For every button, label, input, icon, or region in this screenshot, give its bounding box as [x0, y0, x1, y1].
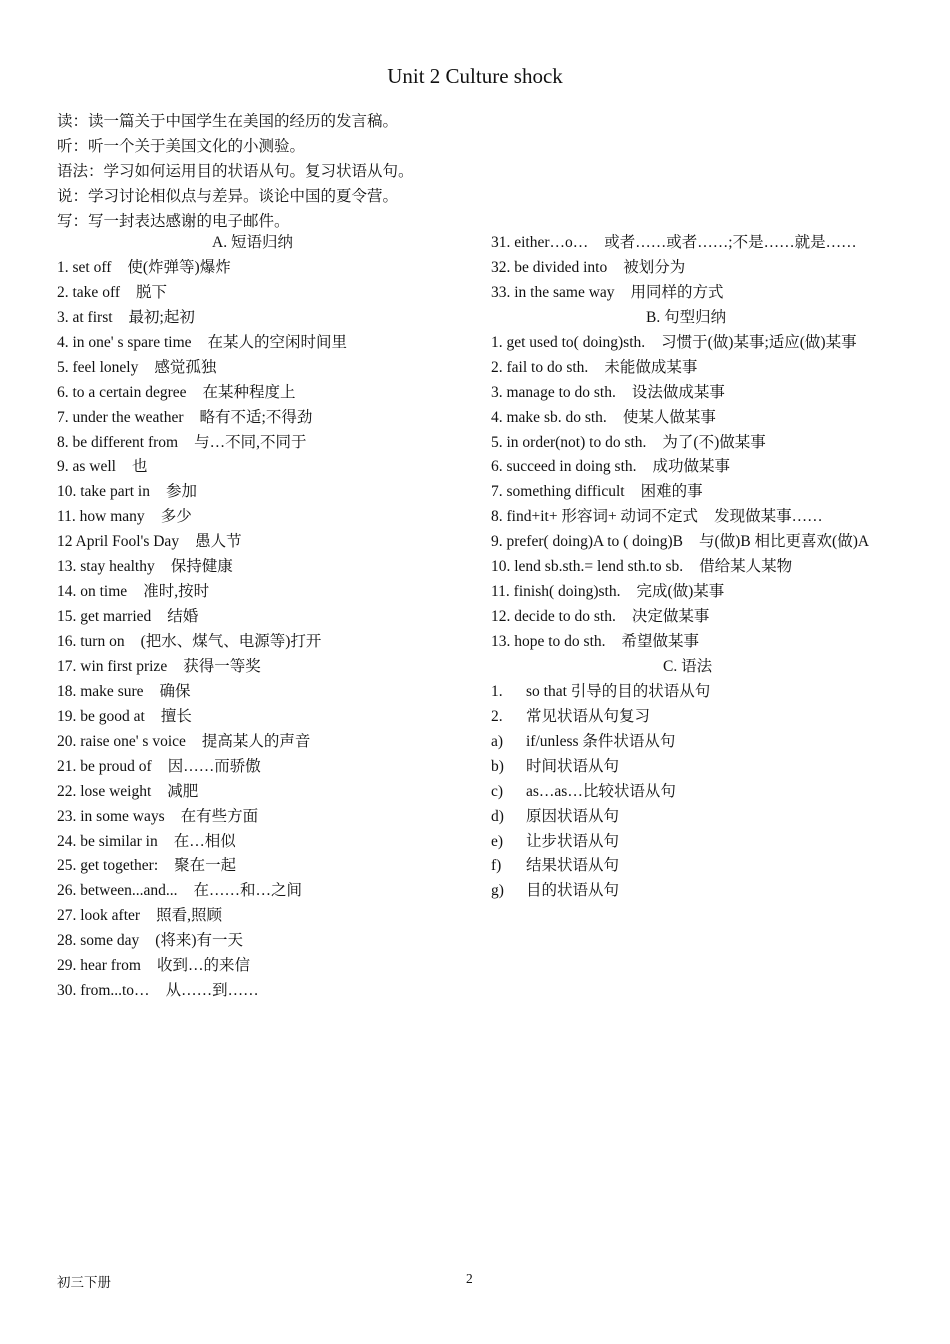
pattern-row: [491, 356, 911, 381]
phrase-english: 20. raise one' s voice: [57, 732, 186, 750]
phrase-row: [57, 755, 477, 780]
intro-line: 听：听一个关于美国文化的小测验。: [57, 138, 306, 155]
phrase-row: [57, 780, 477, 805]
grammar-row: [491, 755, 911, 780]
phrase-row: [57, 854, 477, 879]
grammar-marker: 2.: [491, 707, 503, 725]
phrase-row: [57, 331, 477, 356]
phrase-chinese: 用同样的方式: [630, 283, 724, 301]
phrase-chinese: 愚人节: [195, 533, 242, 551]
phrase-english: 4. in one' s spare time: [57, 333, 192, 351]
phrase-chinese: 与…不同,不同于: [194, 433, 307, 451]
phrase-english: 31. either…o…: [491, 234, 589, 251]
pattern-chinese: 使某人做某事: [622, 408, 716, 426]
pattern-chinese: 设法做成某事: [631, 383, 725, 401]
phrase-row: [57, 431, 477, 456]
grammar-row: [491, 780, 911, 805]
phrase-english: 33. in the same way: [491, 283, 615, 301]
phrase-chinese: 在有些方面: [180, 807, 259, 825]
phrase-english: 23. in some ways: [57, 807, 165, 825]
grammar-text: 原因状语从句: [526, 807, 620, 825]
phrase-row: [57, 281, 477, 306]
phrase-english: 22. lose weight: [57, 782, 152, 800]
phrase-english: 19. be good at: [57, 707, 145, 725]
footer-book-label: 初三下册: [57, 1275, 111, 1290]
intro-line: 读：读一篇关于中国学生在美国的经历的发言稿。: [57, 113, 399, 130]
phrase-chinese: 确保: [159, 682, 191, 700]
pattern-row: [491, 605, 911, 630]
phrase-english: 9. as well: [57, 458, 116, 476]
phrase-row: [57, 954, 477, 979]
phrase-chinese: 也: [131, 458, 148, 476]
phrase-row: [57, 879, 477, 904]
pattern-english: 8. find+it+ 形容词+ 动词不定式: [491, 508, 699, 526]
pattern-chinese: 希望做某事: [621, 633, 700, 650]
section-c-heading: C. 语法: [663, 657, 713, 675]
phrase-chinese: 减肥: [167, 782, 199, 800]
phrase-english: 16. turn on: [57, 633, 125, 650]
pattern-english: 2. fail to do sth.: [491, 358, 589, 376]
phrase-english: 30. from...to…: [57, 982, 150, 1000]
phrase-english: 32. be divided into: [491, 258, 608, 276]
pattern-chinese: 为了(不)做某事: [662, 433, 766, 451]
phrase-english: 6. to a certain degree: [57, 383, 187, 401]
grammar-marker: b): [491, 757, 504, 775]
pattern-english: 3. manage to do sth.: [491, 383, 616, 401]
phrase-english: 24. be similar in: [57, 832, 158, 850]
phrase-row: [57, 480, 477, 505]
phrase-english: 11. how many: [57, 508, 145, 526]
pattern-row: [491, 331, 911, 356]
phrase-chinese: 或者……或者……;不是……就是……: [604, 234, 857, 251]
grammar-row: [491, 730, 911, 755]
phrase-english: 26. between...and...: [57, 882, 178, 900]
phrase-english: 28. some day: [57, 932, 140, 950]
phrase-english: 29. hear from: [57, 957, 141, 975]
pattern-chinese: 习惯于(做)某事;适应(做)某事: [661, 333, 857, 351]
pattern-english: 9. prefer( doing)A to ( doing)B: [491, 533, 683, 551]
phrase-row: [57, 505, 477, 530]
phrase-chinese: 被划分为: [623, 258, 686, 276]
page-title: Unit 2 Culture shock: [387, 64, 563, 88]
grammar-row: [491, 830, 911, 855]
phrase-chinese: 从……到……: [165, 982, 259, 1000]
phrase-row: [491, 281, 911, 306]
right-column: [491, 231, 911, 904]
phrase-row: [57, 306, 477, 331]
phrase-row: [57, 406, 477, 431]
pattern-chinese: 决定做某事: [631, 608, 710, 626]
phrase-chinese: 擅长: [160, 707, 192, 725]
phrase-row: [57, 730, 477, 755]
phrase-chinese: 收到…的来信: [156, 957, 250, 975]
phrase-row: [57, 356, 477, 381]
pattern-row: [491, 455, 911, 480]
pattern-row: [491, 480, 911, 505]
pattern-english: 7. something difficult: [491, 483, 625, 501]
phrase-chinese: 因……而骄傲: [167, 757, 261, 775]
intro-line: 写：写一封表达感谢的电子邮件。: [57, 213, 290, 230]
phrase-english: 13. stay healthy: [57, 558, 155, 576]
page-number: 2: [466, 1271, 473, 1286]
phrase-chinese: 保持健康: [170, 558, 233, 576]
pattern-row: [491, 580, 911, 605]
phrase-row: [57, 655, 477, 680]
phrase-english: 1. set off: [57, 258, 112, 276]
grammar-marker: c): [491, 782, 504, 800]
pattern-english: 6. succeed in doing sth.: [491, 458, 637, 476]
phrase-chinese: (将来)有一天: [155, 932, 244, 950]
pattern-row: [491, 505, 911, 530]
phrase-chinese: 使(炸弹等)爆炸: [127, 258, 231, 276]
phrase-english: 18. make sure: [57, 682, 144, 700]
grammar-marker: 1.: [491, 682, 503, 700]
phrase-row: [57, 555, 477, 580]
phrase-chinese: 提高某人的声音: [201, 732, 311, 750]
phrase-chinese: 获得一等奖: [183, 657, 261, 675]
grammar-marker: a): [491, 732, 504, 750]
phrase-row: [57, 680, 477, 705]
phrase-english: 3. at first: [57, 308, 113, 326]
phrase-row: [57, 929, 477, 954]
phrase-row: [57, 630, 477, 655]
section-a-heading: A. 短语归纳: [212, 234, 293, 251]
pattern-english: 13. hope to do sth.: [491, 633, 606, 650]
pattern-chinese: 借给某人某物: [699, 558, 793, 576]
pattern-english: 11. finish( doing)sth.: [491, 583, 621, 601]
grammar-text: 结果状语从句: [526, 857, 620, 875]
pattern-english: 4. make sb. do sth.: [491, 408, 607, 426]
pattern-row: [491, 406, 911, 431]
intro-line: 说：学习讨论相似点与差异。谈论中国的夏令营。: [57, 188, 399, 205]
phrase-chinese: 感觉孤独: [154, 358, 217, 376]
phrase-english: 27. look after: [57, 907, 141, 925]
grammar-row: [491, 705, 911, 730]
phrase-row: [57, 605, 477, 630]
phrase-chinese: 在…相似: [173, 832, 236, 850]
phrase-chinese: 结婚: [167, 608, 199, 626]
pattern-chinese: 完成(做)某事: [636, 583, 725, 601]
phrase-chinese: 照看,照顾: [156, 907, 222, 925]
pattern-english: 5. in order(not) to do sth.: [491, 433, 647, 451]
grammar-marker: d): [491, 807, 504, 825]
grammar-text: 让步状语从句: [526, 832, 620, 850]
phrase-english: 14. on time: [57, 583, 128, 601]
phrase-chinese: 聚在一起: [174, 857, 237, 875]
phrase-row: [491, 256, 911, 281]
grammar-row: [491, 854, 911, 879]
pattern-row: [491, 630, 911, 655]
phrase-english: 12 April Fool's Day: [57, 533, 180, 551]
phrase-row: [57, 979, 477, 1004]
pattern-row: [491, 530, 911, 555]
grammar-marker: f): [491, 857, 502, 875]
phrase-english: 15. get married: [57, 608, 152, 626]
grammar-marker: g): [491, 882, 504, 900]
pattern-row: [491, 381, 911, 406]
grammar-row: [491, 805, 911, 830]
phrase-chinese: 略有不适;不得劲: [199, 408, 313, 426]
phrase-chinese: (把水、煤气、电源等)打开: [140, 633, 322, 650]
phrase-row: [57, 530, 477, 555]
pattern-english: 1. get used to( doing)sth.: [491, 333, 646, 351]
pattern-chinese: 发现做某事……: [714, 508, 823, 526]
phrase-row: [491, 231, 911, 256]
phrase-chinese: 准时,按时: [143, 583, 210, 601]
grammar-marker: e): [491, 832, 504, 850]
grammar-row: [491, 879, 911, 904]
phrase-chinese: 在某种程度上: [202, 383, 296, 401]
pattern-chinese: 与(做)B 相比更喜欢(做)A: [699, 533, 870, 551]
intro-line: 语法：学习如何运用目的状语从句。复习状语从句。: [57, 163, 414, 180]
phrase-row: [57, 830, 477, 855]
phrase-row: [57, 805, 477, 830]
phrase-english: 21. be proud of: [57, 757, 152, 775]
grammar-text: 常见状语从句复习: [526, 707, 651, 725]
phrase-chinese: 在某人的空闲时间里: [207, 333, 348, 351]
phrase-row: [57, 381, 477, 406]
grammar-text: so that 引导的目的状语从句: [526, 682, 711, 700]
phrase-chinese: 多少: [160, 508, 192, 526]
phrase-row: [57, 580, 477, 605]
pattern-chinese: 困难的事: [640, 483, 703, 501]
phrase-english: 7. under the weather: [57, 408, 184, 426]
pattern-english: 12. decide to do sth.: [491, 608, 616, 626]
phrase-row: [57, 904, 477, 929]
left-column: [57, 231, 477, 1004]
phrase-english: 10. take part in: [57, 483, 150, 501]
section-b-heading: B. 句型归纳: [646, 308, 727, 326]
phrase-row: [57, 705, 477, 730]
grammar-row: [491, 680, 911, 705]
pattern-chinese: 成功做某事: [652, 458, 731, 476]
pattern-row: [491, 555, 911, 580]
intro-block: [57, 109, 897, 234]
phrase-english: 5. feel lonely: [57, 358, 139, 376]
phrase-english: 2. take off: [57, 283, 120, 301]
pattern-english: 10. lend sb.sth.= lend sth.to sb.: [491, 558, 684, 576]
grammar-text: if/unless 条件状语从句: [526, 732, 676, 750]
phrase-english: 8. be different from: [57, 433, 179, 451]
phrase-chinese: 最初;起初: [128, 308, 195, 326]
phrase-row: [57, 256, 477, 281]
phrase-english: 25. get together:: [57, 857, 159, 875]
phrase-chinese: 在……和…之间: [193, 882, 303, 900]
phrase-chinese: 参加: [165, 483, 197, 501]
phrase-chinese: 脱下: [135, 283, 167, 301]
pattern-chinese: 未能做成某事: [604, 358, 698, 376]
grammar-text: 时间状语从句: [526, 757, 620, 775]
phrase-row: [57, 455, 477, 480]
grammar-text: as…as…比较状语从句: [526, 782, 676, 800]
grammar-text: 目的状语从句: [526, 882, 620, 900]
pattern-row: [491, 431, 911, 456]
phrase-english: 17. win first prize: [57, 657, 168, 675]
